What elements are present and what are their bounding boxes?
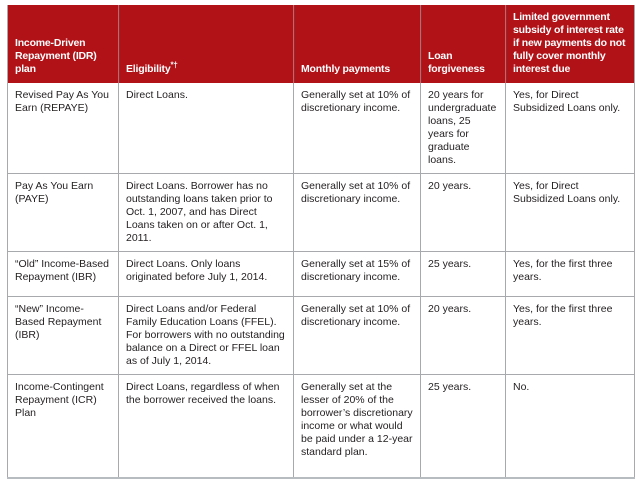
cell-plan: Income-Contingent Repayment (ICR) Plan — [8, 375, 119, 478]
cell-monthly-payments: Generally set at 10% of discretionary income. — [294, 297, 421, 375]
cell-loan-forgiveness: 20 years. — [421, 174, 506, 252]
column-header-monthly-payments-label: Monthly payments — [301, 63, 390, 75]
cell-loan-forgiveness: 25 years. — [421, 375, 506, 478]
table-row-paye — [8, 174, 635, 252]
cell-eligibility: Direct Loans. Only loans originated before July 1, 2014. — [119, 252, 294, 297]
cell-eligibility: Direct Loans and/or Federal Family Education Loans (FFEL). For borrowers with no outstanding balance on a Direct or FFEL loan as of July 1, 2014. — [119, 297, 294, 375]
table-row-repaye — [8, 83, 635, 174]
cell-monthly-payments: Generally set at 10% of discretionary income. — [294, 83, 421, 174]
cell-eligibility: Direct Loans, regardless of when the borrower received the loans. — [119, 375, 294, 478]
table-row-icr — [8, 375, 635, 478]
eligibility-footnote-markers: *† — [170, 60, 178, 70]
cell-plan: Revised Pay As You Earn (REPAYE) — [8, 83, 119, 174]
column-header-plan-label: Income-Driven Repayment (IDR) plan — [15, 37, 97, 75]
cell-plan: Pay As You Earn (PAYE) — [8, 174, 119, 252]
cell-eligibility: Direct Loans. — [119, 83, 294, 174]
cell-plan: “New” Income-Based Repayment (IBR) — [8, 297, 119, 375]
column-header-subsidy — [506, 5, 635, 83]
idr-plans-table-container — [7, 5, 634, 479]
cell-eligibility: Direct Loans. Borrower has no outstanding loans taken prior to Oct. 1, 2007, and has Direct Loans taken on or after Oct. 1, 2011. — [119, 174, 294, 252]
cell-subsidy: No. — [506, 375, 635, 478]
cell-monthly-payments: Generally set at the lesser of 20% of the borrower’s discretionary income or what would be paid under a 12-year standard plan. — [294, 375, 421, 478]
cell-monthly-payments: Generally set at 10% of discretionary income. — [294, 174, 421, 252]
column-header-eligibility-label: Eligibility — [126, 63, 171, 75]
cell-loan-forgiveness: 20 years. — [421, 297, 506, 375]
idr-plans-table — [7, 5, 635, 479]
column-header-loan-forgiveness — [421, 5, 506, 83]
column-header-plan — [8, 5, 119, 83]
cell-loan-forgiveness: 25 years. — [421, 252, 506, 297]
table-row-old-ibr — [8, 252, 635, 297]
cell-subsidy: Yes, for the first three years. — [506, 252, 635, 297]
table-row-new-ibr — [8, 297, 635, 375]
cell-subsidy: Yes, for the first three years. — [506, 297, 635, 375]
cell-loan-forgiveness: 20 years for undergraduate loans, 25 years for graduate loans. — [421, 83, 506, 174]
column-header-eligibility — [119, 5, 294, 83]
cell-subsidy: Yes, for Direct Subsidized Loans only. — [506, 83, 635, 174]
column-header-loan-forgiveness-label: Loan forgiveness — [428, 50, 485, 75]
cell-monthly-payments: Generally set at 15% of discretionary income. — [294, 252, 421, 297]
cell-subsidy: Yes, for Direct Subsidized Loans only. — [506, 174, 635, 252]
cell-plan: “Old” Income-Based Repayment (IBR) — [8, 252, 119, 297]
header-row — [8, 5, 635, 83]
column-header-monthly-payments — [294, 5, 421, 83]
column-header-subsidy-label: Limited government subsidy of interest rate if new payments do not fully cover monthly interest due — [513, 11, 626, 75]
